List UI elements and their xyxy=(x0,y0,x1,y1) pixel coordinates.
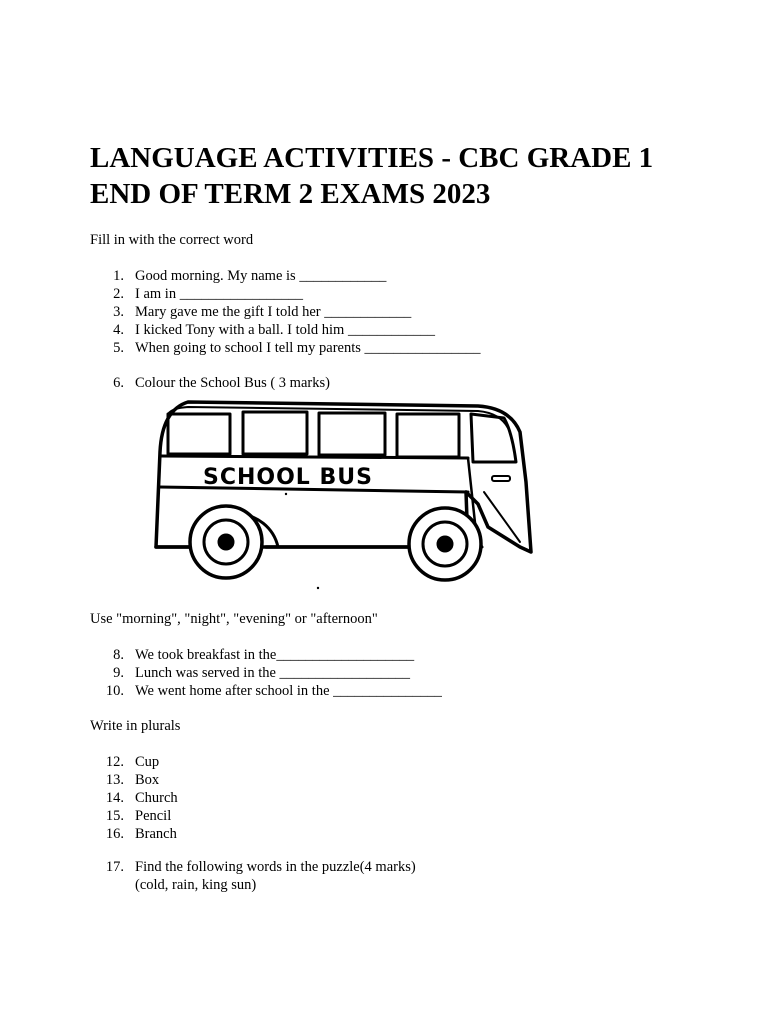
section4-list xyxy=(90,753,690,843)
title-line-1: LANGUAGE ACTIVITIES - CBC GRADE 1 xyxy=(90,142,654,174)
list-item: 2. I am in _________________ xyxy=(113,286,303,302)
list-item: 10. We went home after school in the _______________ xyxy=(105,683,442,699)
section4-instruction: Write in plurals xyxy=(90,718,181,734)
list-item: 3. Mary gave me the gift I told her ____________ xyxy=(113,304,412,320)
list-item: 12. Cup xyxy=(105,754,160,770)
title-line-2: END OF TERM 2 EXAMS 2023 xyxy=(90,178,491,210)
school-bus-image xyxy=(148,392,538,592)
rear-wheel xyxy=(190,506,278,578)
front-wheel xyxy=(409,508,482,580)
list-item: 8. We took breakfast in the___________________ xyxy=(113,647,415,663)
section2-list xyxy=(90,374,690,392)
section5-list xyxy=(90,858,690,894)
list-item: 5. When going to school I tell my parents ________________ xyxy=(113,340,481,356)
puzzle-words: (cold, rain, king sun) xyxy=(135,877,257,893)
section1-list xyxy=(90,267,690,357)
list-item: 6. Colour the School Bus ( 3 marks) xyxy=(113,375,330,391)
bus-label: SCHOOL BUS xyxy=(203,465,373,490)
list-item: 13. Box xyxy=(105,772,160,788)
list-item: 16. Branch xyxy=(105,826,177,842)
list-item: 15. Pencil xyxy=(105,808,172,824)
list-item: 14. Church xyxy=(105,790,178,806)
page-title xyxy=(90,140,730,212)
list-item: 1. Good morning. My name is ____________ xyxy=(113,268,387,284)
list-item: 4. I kicked Tony with a ball. I told him ____________ xyxy=(113,322,435,338)
section3-list xyxy=(90,646,690,700)
section1-instruction: Fill in with the correct word xyxy=(90,232,254,248)
section3-instruction: Use "morning", "night", "evening" or "afternoon" xyxy=(90,611,378,627)
list-item: 9. Lunch was served in the __________________ xyxy=(113,665,411,681)
list-item: 17. Find the following words in the puzzle(4 marks) (cold, rain, king sun) xyxy=(90,858,690,894)
